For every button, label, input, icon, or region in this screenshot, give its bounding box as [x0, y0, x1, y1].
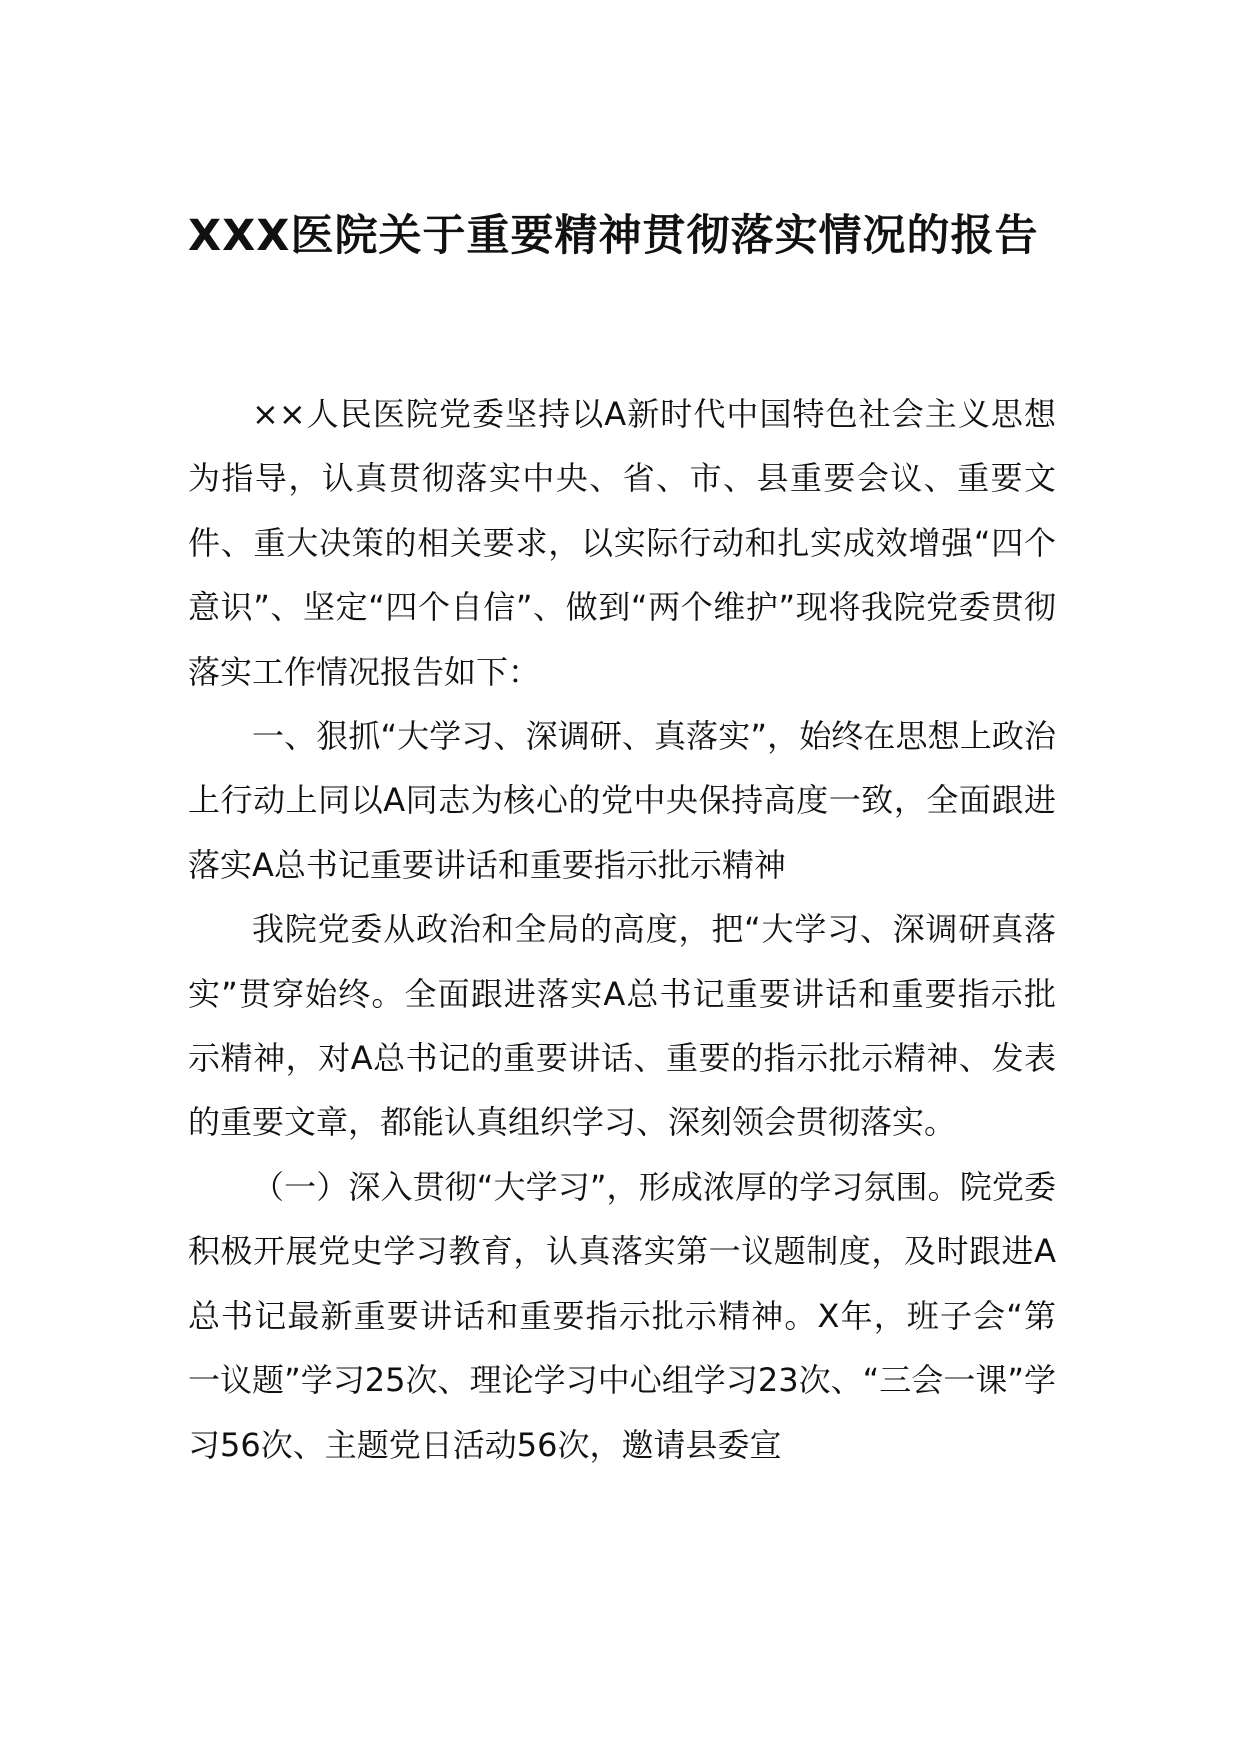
document-body [188, 382, 1056, 1477]
paragraph-intro: ××人民医院党委坚持以A新时代中国特色社会主义思想为指导，认真贯彻落实中央、省、市、县重要会议、重要文件、重大决策的相关要求，以实际行动和扎实成效增强“四个意识”、坚定“四个自信”、做到“两个维护”现将我院党委贯彻落实工作情况报告如下： [188, 395, 1056, 691]
paragraph-section-one-body: 我院党委从政治和全局的高度，把“大学习、深调研真落实”贯穿始终。全面跟进落实A总书记重要讲话和重要指示批示精神，对A总书记的重要讲话、重要的指示批示精神、发表的重要文章，都能认真组织学习、深刻领会贯彻落实。 [188, 910, 1056, 1142]
document-title: XXX医院关于重要精神贯彻落实情况的报告 [188, 211, 1039, 261]
paragraph-subsection-one: （一）深入贯彻“大学习”，形成浓厚的学习氛围。院党委积极开展党史学习教育，认真落实第一议题制度，及时跟进A总书记最新重要讲话和重要指示批示精神。X年，班子会“第一议题”学习25次、理论学习中心组学习23次、“三会一课”学习56次、主题党日活动56次，邀请县委宣 [188, 1167, 1056, 1464]
paragraph-section-one-heading: 一、狠抓“大学习、深调研、真落实”，始终在思想上政治上行动上同以A同志为核心的党中央保持高度一致，全面跟进落实A总书记重要讲话和重要指示批示精神 [188, 717, 1056, 884]
